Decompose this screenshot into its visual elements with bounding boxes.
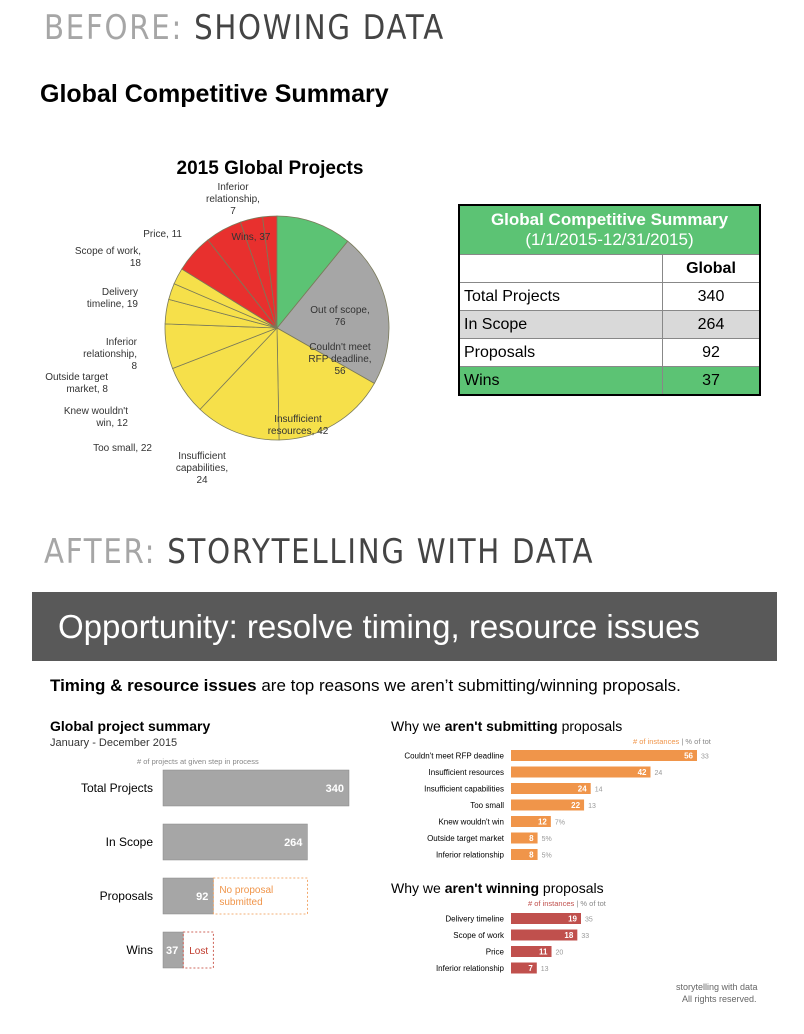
submitting-legend (633, 737, 711, 746)
submitting-value-label: 56 (684, 751, 693, 761)
summary-value-label: 340 (325, 783, 344, 795)
table-row (459, 283, 760, 311)
summary-category-label: Wins (126, 943, 153, 957)
table-row-value: 264 (663, 311, 761, 339)
submitting-value-label: 8 (529, 850, 534, 860)
submitting-category-label: Knew wouldn't win (438, 817, 504, 827)
submitting-percent-label: 7% (554, 819, 565, 827)
table-title: Global Competitive Summary (490, 210, 729, 229)
winning-category-label: Price (485, 947, 504, 957)
pie-slice-label: Wins, 37 (231, 232, 271, 243)
table-row (459, 367, 760, 396)
table-row (459, 311, 760, 339)
submitting-category-label: Too small (470, 801, 504, 810)
summary-value-label: 92 (196, 891, 209, 903)
table-row-value: 37 (663, 367, 761, 396)
pie-slice-label: Out of scope, 76 (310, 305, 370, 328)
annotation-text: No proposal (219, 885, 274, 896)
summary-bar (163, 770, 349, 806)
old-title: Global Competitive Summary (40, 80, 389, 108)
table-title-cell (459, 205, 760, 255)
subhead-rest: are top reasons we aren’t submitting/winning proposals. (256, 676, 681, 695)
submitting-bar (511, 750, 697, 761)
submitting-bar (511, 849, 538, 860)
pie-slice-label: Knew wouldn't win, 12 (63, 406, 128, 429)
table-row (459, 339, 760, 367)
submitting-category-label: Couldn't meet RFP deadline (404, 751, 504, 761)
winning-percent-label: 20 (555, 949, 564, 957)
submitting-legend-pct: % of tot (685, 737, 711, 746)
before-text: SHOWING DATA (194, 8, 445, 48)
pie-chart (40, 150, 420, 495)
footer-rights: All rights reserved. (682, 994, 757, 1004)
winning-legend-pct: % of tot (580, 899, 606, 908)
submitting-title-bold: aren't submitting (444, 718, 558, 734)
winning-percent-label: 33 (581, 933, 590, 940)
winning-value-label: 7 (528, 964, 533, 973)
table-corner (459, 255, 663, 283)
submitting-percent-label: 5% (541, 852, 552, 860)
submitting-category-label: Insufficient capabilities (424, 784, 504, 794)
pie-title: 2015 Global Projects (176, 158, 364, 179)
winning-percent-label: 13 (540, 966, 549, 973)
summary-category-label: Proposals (99, 889, 153, 903)
winning-value-label: 18 (564, 931, 574, 940)
table-date-range: (1/1/2015-12/31/2015) (525, 230, 694, 249)
table-column-header: Global (663, 255, 761, 283)
winning-legend (528, 899, 606, 908)
pie-slice-label: Price, 11 (143, 229, 182, 240)
summary-value-label: 37 (165, 945, 179, 957)
submitting-value-label: 42 (637, 768, 647, 777)
winning-value-label: 11 (539, 947, 548, 957)
pie-slice-label: Delivery timeline, 19 (86, 287, 138, 310)
pie-slice-label: Scope of work, 18 (74, 246, 141, 269)
pie-slice-label: Too small, 22 (93, 443, 152, 454)
submitting-percent-label: 33 (701, 753, 709, 761)
submitting-chart-title (391, 718, 622, 734)
submitting-category-label: Outside target market (427, 834, 504, 843)
summary-value-label: 264 (284, 837, 303, 849)
after-text: STORYTELLING WITH DATA (167, 532, 595, 572)
subhead (50, 676, 681, 696)
summary-bar-chart (40, 764, 370, 974)
submitting-title-pre: Why we (391, 718, 445, 734)
submitting-legend-count: # of instances (633, 737, 680, 746)
table-row-label: Proposals (459, 339, 663, 367)
submitting-category-label: Insufficient resources (428, 768, 504, 777)
winning-percent-label: 35 (585, 916, 593, 924)
table-row-value: 340 (663, 283, 761, 311)
table-row-value: 92 (663, 339, 761, 367)
pie-slice-label: Outside target market, 8 (45, 372, 108, 395)
table-row-label: Wins (459, 367, 663, 396)
winning-title-bold: aren't winning (444, 880, 540, 896)
submitting-bar (511, 767, 651, 778)
winning-value-label: 19 (568, 914, 577, 924)
pie-slice-label: Insufficient resources, 42 (267, 414, 329, 437)
after-section-header (44, 532, 594, 572)
submitting-value-label: 24 (577, 784, 587, 794)
submitting-percent-label: 13 (588, 803, 596, 810)
submitting-title-post: proposals (557, 718, 623, 734)
submitting-category-label: Inferior relationship (435, 850, 504, 860)
opportunity-banner: Opportunity: resolve timing, resource issues (32, 592, 777, 661)
submitting-value-label: 22 (571, 801, 581, 810)
pie-slice-label: Couldn't meet RFP deadline, 56 (308, 342, 372, 377)
summary-category-label: Total Projects (80, 781, 153, 795)
annotation-text: submitted (219, 897, 263, 908)
subhead-bold: Timing & resource issues (50, 676, 257, 695)
summary-table (458, 204, 761, 396)
submitting-value-label: 8 (529, 834, 534, 843)
winning-category-label: Delivery timeline (445, 914, 504, 924)
winning-bar-chart (380, 910, 740, 980)
winning-title-post: proposals (539, 880, 604, 896)
winning-legend-sep: | (574, 899, 581, 908)
table-row-label: Total Projects (459, 283, 663, 311)
submitting-percent-label: 24 (654, 770, 663, 777)
winning-title-pre: Why we (391, 880, 445, 896)
footer-logo: storytelling with data (676, 982, 758, 992)
summary-chart-subtitle: January - December 2015 (50, 737, 178, 749)
submitting-percent-label: 5% (541, 836, 552, 843)
winning-category-label: Inferior relationship (435, 964, 504, 973)
pie-slice-label: Inferior relationship, 7 (206, 182, 260, 217)
submitting-percent-label: 14 (594, 786, 603, 794)
winning-category-label: Scope of work (453, 931, 504, 940)
winning-legend-count: # of instances (528, 899, 575, 908)
submitting-bar (511, 833, 538, 844)
after-prefix: AFTER: (44, 532, 157, 572)
submitting-bar-chart (380, 747, 740, 865)
summary-chart-title: Global project summary (50, 718, 211, 734)
before-prefix: BEFORE: (44, 8, 184, 48)
submitting-legend-sep: | (679, 737, 686, 746)
winning-bar (511, 963, 537, 974)
annotation-box (213, 878, 307, 914)
table-row-label: In Scope (459, 311, 663, 339)
before-section-header (44, 8, 445, 48)
winning-chart-title (391, 880, 604, 896)
submitting-value-label: 12 (537, 817, 547, 827)
annotation-text: Lost (189, 946, 209, 957)
summary-axis-note: # of projects at given step in process (137, 757, 259, 766)
pie-slice-label: Inferior relationship, 8 (83, 337, 137, 372)
summary-category-label: In Scope (105, 835, 153, 849)
pie-slice-label: Insufficient capabilities, 24 (175, 451, 229, 486)
